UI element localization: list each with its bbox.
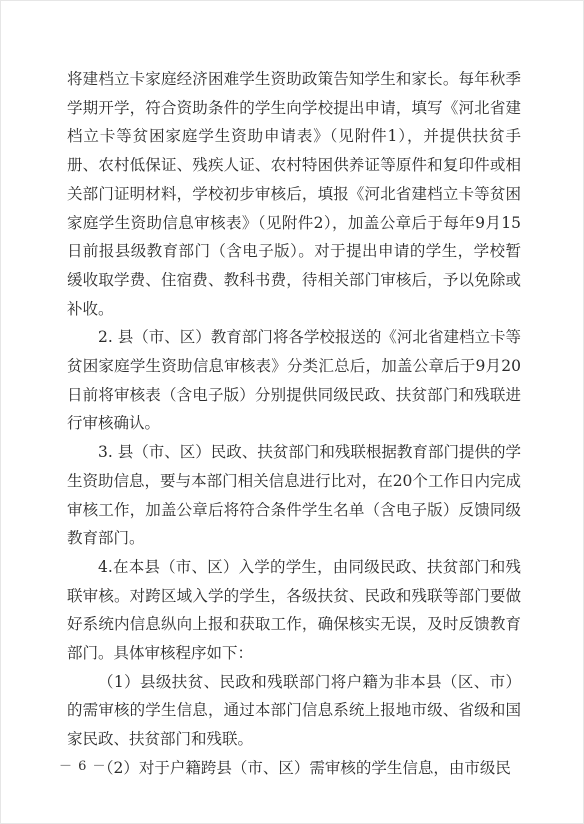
paragraph-subitem-2: （2）对于户籍跨县（市、区）需审核的学生信息，由市级民: [98, 758, 511, 777]
paragraph-item-4: 4.在本县（市、区）入学的学生，由同级民政、扶贫部门和残联审核。对跨区域入学的学生，各级扶贫、民政和残联等部门要做好系统内信息纵向上报和获取工作，确保核实无误，及时反馈教育部门。具体审核程序如下：: [67, 557, 521, 663]
document-body: [67, 65, 521, 783]
paragraph-continued: 将建档立卡家庭经济困难学生资助政策告知学生和家长。每年秋季学期开学，符合资助条件的学生向学校提出申请，填写《河北省建档立卡等贫困家庭学生资助申请表》（见附件1），并提供扶贫手册、农村低保证、残疾人证、农村特困供养证等原件和复印件或相关部门证明材料，学校初步审核后，填报《河北省建档立卡等贫困家庭学生资助信息审核表》（见附件2），加盖公章后于每年9月15日前报县级教育部门（含电子版）。对于提出申请的学生，学校暂缓收取学费、住宿费、教科书费，待相关部门审核后，予以免除或补收。: [67, 70, 521, 318]
paragraph-subitem-1: （1）县级扶贫、民政和残联部门将户籍为非本县（区、市）的需审核的学生信息，通过本部门信息系统上报地市级、省级和国家民政、扶贫部门和残联。: [67, 672, 521, 749]
paragraph-item-2: 2. 县（市、区）教育部门将各学校报送的《河北省建档立卡等贫困家庭学生资助信息审核表》分类汇总后，加盖公章后于9月20日前将审核表（含电子版）分别提供同级民政、扶贫部门和残联进行审核确认。: [67, 328, 521, 433]
paragraph-item-3: 3. 县（市、区）民政、扶贫部门和残联根据教育部门提供的学生资助信息，要与本部门相关信息进行比对，在20个工作日内完成审核工作，加盖公章后将符合条件学生名单（含电子版）反馈同级教育部门。: [67, 443, 521, 548]
page-number: － 6 －: [59, 759, 107, 774]
